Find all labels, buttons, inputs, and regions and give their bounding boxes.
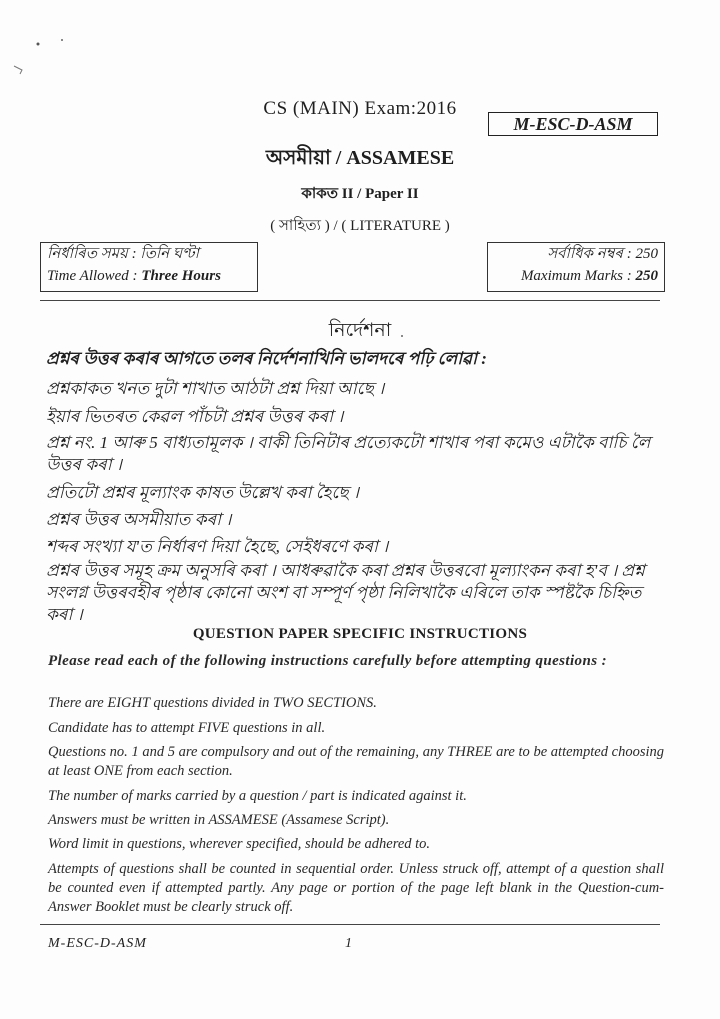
marks-english (488, 265, 658, 287)
footer-divider (40, 924, 660, 925)
time-allowed-box (40, 242, 258, 292)
page-number: 1 (345, 936, 352, 951)
time-label: Time Allowed : (47, 268, 138, 284)
english-instruction-6: Word limit in questions, wherever specified, should be adhered to. (48, 836, 431, 852)
assamese-instruction-6: শব্দৰ সংখ্যা য'ত নিৰ্ধাৰণ দিয়া হৈছে, সেইধৰণে কৰা । (46, 537, 389, 556)
exam-title: CS (MAIN) Exam:2016 (263, 98, 457, 119)
footer-paper-code: M-ESC-D-ASM (48, 936, 147, 951)
header-divider (40, 300, 660, 301)
time-english (47, 265, 257, 287)
english-instruction-5: Answers must be written in ASSAMESE (Assamese Script). (48, 812, 390, 828)
paper-label: কাকত II / Paper II (301, 186, 419, 202)
assamese-instruction-5: প্ৰশ্নৰ উত্তৰ অসমীয়াত কৰা । (46, 510, 232, 529)
assamese-instruction-2: ইয়াৰ ভিতৰত কেৱল পাঁচটা প্ৰশ্নৰ উত্তৰ কৰা । (46, 407, 344, 426)
marks-label: Maximum Marks : (520, 268, 632, 284)
literature-label: ( সাহিত্য ) / ( LITERATURE ) (270, 218, 450, 234)
english-instruction-2: Candidate has to attempt FIVE questions in all. (48, 720, 326, 736)
maximum-marks-box (487, 242, 665, 292)
assamese-instructions-heading: নিৰ্দেশনা (328, 320, 392, 341)
english-instruction-1: There are EIGHT questions divided in TWO SECTIONS. (48, 695, 377, 711)
marks-value: 250 (635, 268, 658, 284)
assamese-instruction-1: প্ৰশ্নকাকত খনত দুটা শাখাত আঠটা প্ৰশ্ন দিয়া আছে । (46, 379, 385, 398)
time-value: Three Hours (141, 268, 221, 284)
assamese-instruction-7: প্ৰশ্নৰ উত্তৰ সমূহ ক্ৰম অনুসৰি কৰা । আধৰুৱাকৈ কৰা প্ৰশ্নৰ উত্তৰবো মূল্যাংকন কৰা হ'ব । প্ৰশ্ন সংলগ্ন উত্তৰবহীৰ পৃষ্ঠাৰ কোনো অংশ বা সম্পূৰ্ণ পৃষ্ঠা নিলিখাকৈ এৰিলে তাক স্পষ্টকৈ চিহ্নিত কৰা । (46, 561, 645, 624)
time-assamese: নিৰ্ধাৰিত সময় : তিনি ঘণ্টা (47, 246, 199, 262)
assamese-instruction-3: প্ৰশ্ন নং. 1 আৰু 5 বাধ্যতামূলক । বাকী তিনিটাৰ প্ৰত্যেকটো শাখাৰ পৰা কমেও এটাকৈ বাচি লৈ উত্তৰ কৰা । (46, 433, 651, 474)
subject-title: অসমীয়া / ASSAMESE (265, 147, 455, 169)
marks-assamese: সৰ্বাধিক নম্বৰ : 250 (547, 246, 658, 262)
english-instructions-heading: QUESTION PAPER SPECIFIC INSTRUCTIONS (192, 626, 528, 642)
english-instruction-7: Attempts of questions shall be counted in sequential order. Unless struck off, attempt of a question shall be counted even if attempted partly. Any page or portion of the page left blank in the Question-cum-Answer Booklet must be clearly struck off. (48, 861, 664, 915)
english-instruction-4: The number of marks carried by a question / part is indicated against it. (48, 788, 467, 804)
english-lead: Please read each of the following instructions carefully before attempting questions : (48, 653, 607, 669)
english-instruction-3: Questions no. 1 and 5 are compulsory and out of the remaining, any THREE are to be attempted choosing at least ONE from each section. (48, 744, 664, 779)
assamese-lead: প্ৰশ্নৰ উত্তৰ কৰাৰ আগতে তলৰ নিৰ্দেশনাখিনি ভালদৰে পঢ়ি লোৱা : (46, 349, 487, 368)
paper-code-box: M-ESC-D-ASM (488, 112, 658, 136)
assamese-instruction-4: প্ৰতিটো প্ৰশ্নৰ মূল্যাংক কাষত উল্লেখ কৰা হৈছে । (46, 483, 359, 502)
